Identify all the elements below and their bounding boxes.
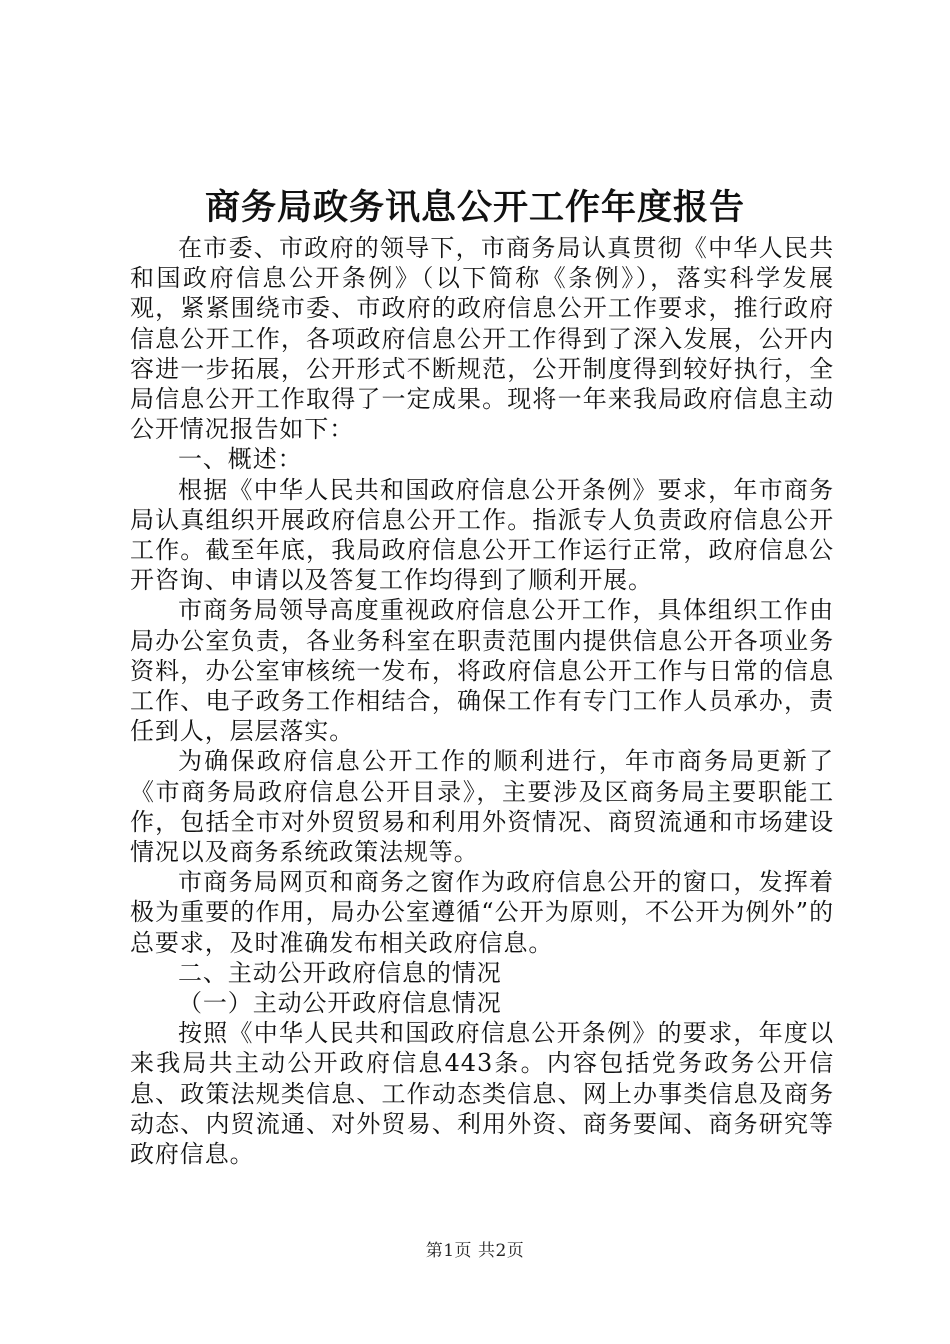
- section-heading-active-disclosure: 二、主动公开政府信息的情况: [178, 958, 502, 987]
- section-heading-overview: 一、概述：: [178, 445, 303, 474]
- paragraph-catalog: 为确保政府信息公开工作的顺利进行，年市商务局更新了《市商务局政府信息公开目录》，主要涉及区商务局主要职能工作，包括全市对外贸贸易和利用外资情况、商贸流通和市场建设情况以及商务系统政策法规等。: [130, 747, 834, 867]
- page-footer: 第1页 共2页: [425, 1241, 525, 1261]
- paragraph-leadership: 市商务局领导高度重视政府信息公开工作，具体组织工作由局办公室负责，各业务科室在职责范围内提供信息公开各项业务资料，办公室审核统一发布，将政府信息公开工作与日常的信息工作、电子政务工作相结合，确保工作有专门工作人员承办，责任到人，层层落实。: [130, 596, 834, 746]
- paragraph-intro: 在市委、市政府的领导下，市商务局认真贯彻《中华人民共和国政府信息公开条例》（以下简称《条例》），落实科学发展观，紧紧围绕市委、市政府的政府信息公开工作要求，推行政府信息公开工作，各项政府信息公开工作得到了深入发展，公开内容进一步拓展，公开形式不断规范，公开制度得到较好执行，全局信息公开工作取得了一定成果。现将一年来我局政府信息主动公开情况报告如下：: [130, 234, 834, 444]
- document-title: 商务局政务讯息公开工作年度报告: [204, 187, 745, 228]
- paragraph-disclosure-count: 按照《中华人民共和国政府信息公开条例》的要求，年度以来我局共主动公开政府信息443条。内容包括党务政务公开信息、政策法规类信息、工作动态类信息、网上办事类信息及商务动态、内贸流通、对外贸易、利用外资、商务要闻、商务研究等政府信息。: [130, 1019, 834, 1169]
- paragraph-overview: 根据《中华人民共和国政府信息公开条例》要求，年市商务局认真组织开展政府信息公开工作。指派专人负责政府信息公开工作。截至年底，我局政府信息公开工作运行正常，政府信息公开咨询、申请以及答复工作均得到了顺利开展。: [130, 475, 834, 595]
- paragraph-website: 市商务局网页和商务之窗作为政府信息公开的窗口，发挥着极为重要的作用，局办公室遵循“公开为原则，不公开为例外”的总要求，及时准确发布相关政府信息。: [130, 868, 834, 957]
- subsection-heading-active-disclosure: （一）主动公开政府信息情况: [178, 989, 502, 1018]
- document-body: [130, 233, 834, 1169]
